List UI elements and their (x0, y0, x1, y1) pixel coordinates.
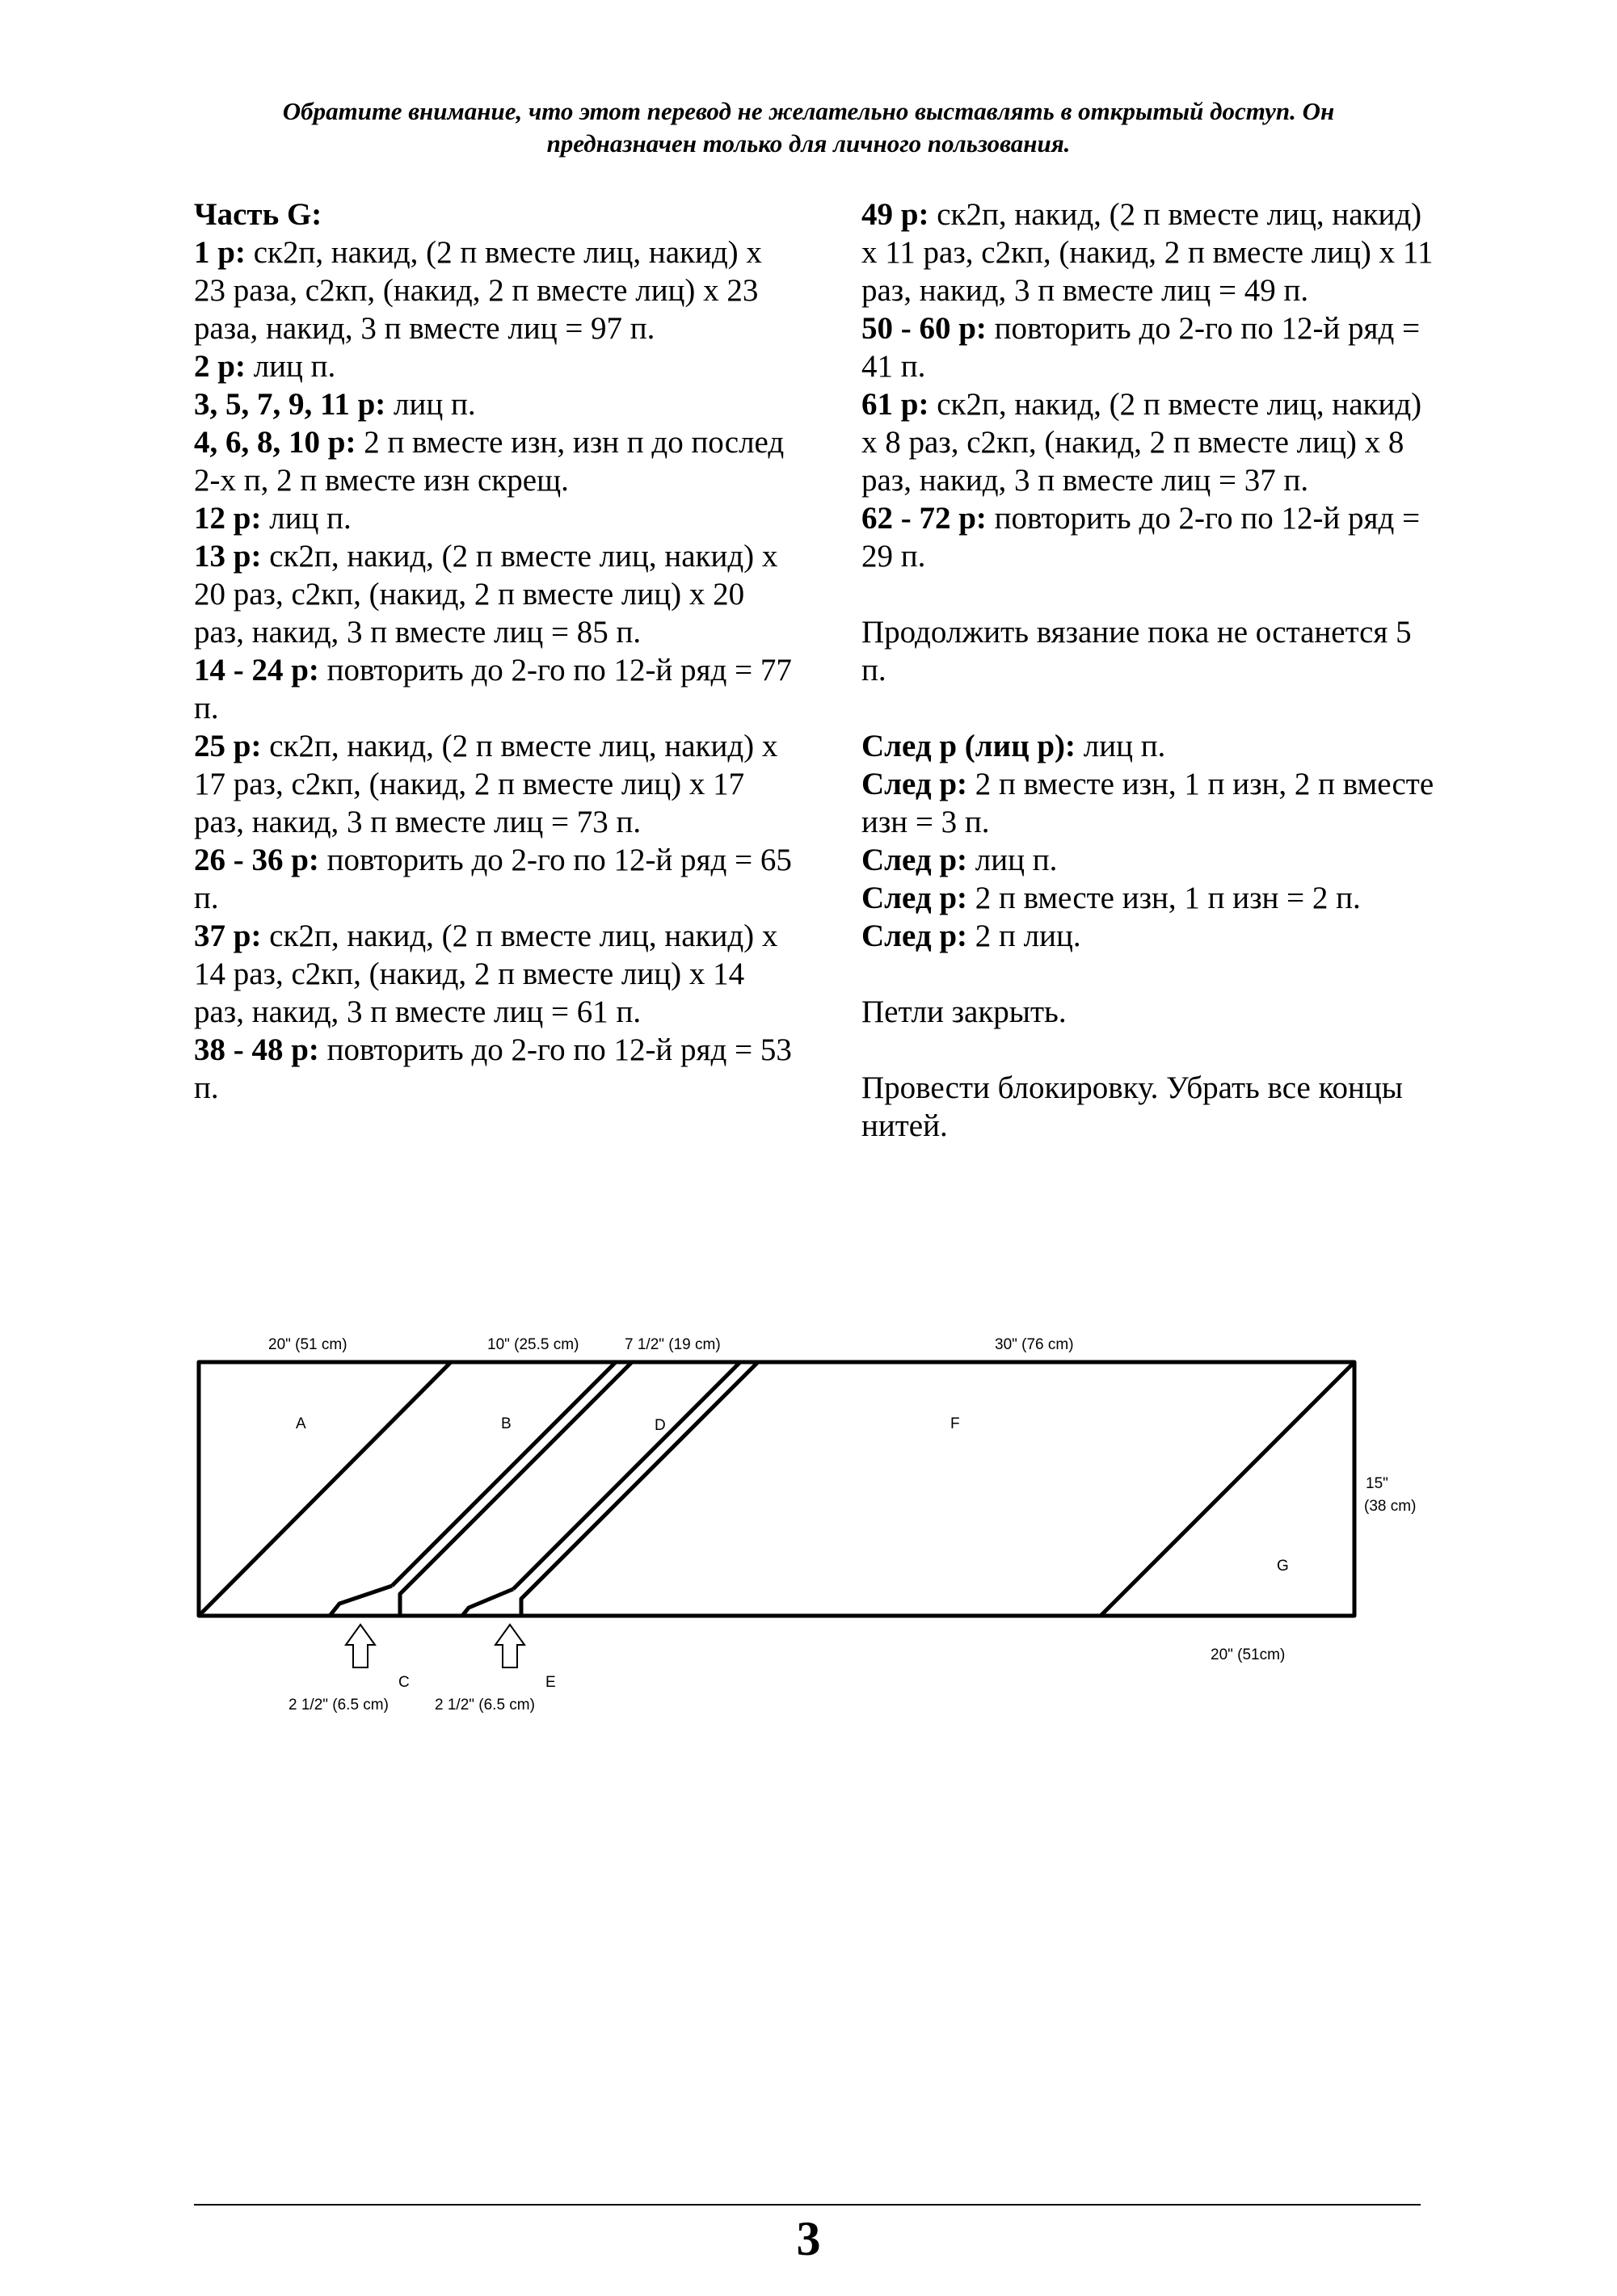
divider-b-c-upper (392, 1362, 616, 1586)
row-instruction: 61 р: ск2п, накид, (2 п вместе лиц, накид) х 8 раз, с2кп, (накид, 2 п вместе лиц) х 8 раз, накид, 3 п вместе лиц = 37 п. (861, 387, 1422, 498)
row-instruction: 13 р: ск2п, накид, (2 п вместе лиц, накид) х 20 раз, с2кп, (накид, 2 п вместе лиц) х 20 раз, накид, 3 п вместе лиц = 85 п. (194, 539, 778, 650)
notice-line-2: предназначен только для личного пользования. (546, 129, 1071, 158)
row-instruction: 37 р: ск2п, накид, (2 п вместе лиц, накид) х 14 раз, с2кп, (накид, 2 п вместе лиц) х 14 раз, накид, 3 п вместе лиц = 61 п. (194, 919, 778, 1029)
divider-d-e-upper (513, 1362, 740, 1589)
section-e-label: E (545, 1674, 556, 1691)
dimension-e-label: 2 1/2" (6.5 cm) (435, 1697, 535, 1714)
row-instruction: 26 - 36 р: повторить до 2-го по 12-й ряд = 65 п. (194, 843, 792, 915)
dimension-d-label: 7 1/2" (19 cm) (625, 1336, 721, 1353)
row-instruction: 14 - 24 р: повторить до 2-го по 12-й ряд = 77 п. (194, 653, 792, 725)
dimension-a-label: 20" (51 cm) (268, 1336, 347, 1353)
row-instruction: След р: 2 п лиц. (861, 919, 1081, 953)
continue-instruction: Продолжить вязание пока не останется 5 п. (861, 615, 1412, 688)
dimension-f-label: 30" (76 cm) (995, 1336, 1074, 1353)
row-instruction: 4, 6, 8, 10 р: 2 п вместе изн, изн п до послед 2-х п, 2 п вместе изн скрещ. (194, 425, 785, 498)
row-instruction: 1 р: ск2п, накид, (2 п вместе лиц, накид) х 23 раза, с2кп, (накид, 2 п вместе лиц) х 23 раза, накид, 3 п вместе лиц = 97 п. (194, 235, 762, 346)
section-c-label: C (398, 1674, 410, 1691)
page-number: 3 (796, 2212, 821, 2265)
section-a-label: A (296, 1415, 306, 1432)
dimension-g-label: 20" (51cm) (1211, 1646, 1286, 1663)
row-instruction: 50 - 60 р: повторить до 2-го по 12-й ряд = 41 п. (861, 311, 1421, 384)
dimension-b-label: 10" (25.5 cm) (487, 1336, 579, 1353)
divider-a-b (199, 1362, 451, 1616)
footer-divider (194, 2204, 1421, 2206)
section-g-label: G (1277, 1558, 1289, 1575)
row-instruction: 38 - 48 р: повторить до 2-го по 12-й ряд = 53 п. (194, 1032, 792, 1105)
bind-off-instruction: Петли закрыть. (861, 995, 1067, 1029)
row-instruction: След р: 2 п вместе изн, 1 п изн, 2 п вместе изн = 3 п. (861, 767, 1434, 839)
row-instruction: 49 р: ск2п, накид, (2 п вместе лиц, накид) х 11 раз, с2кп, (накид, 2 п вместе лиц) х 11 раз, накид, 3 п вместе лиц = 49 п. (861, 197, 1434, 308)
arrow-c-icon (346, 1625, 375, 1667)
divider-c-outline (330, 1362, 632, 1616)
section-d-label: D (655, 1417, 666, 1434)
row-instruction: 25 р: ск2п, накид, (2 п вместе лиц, накид) х 17 раз, с2кп, (накид, 2 п вместе лиц) х 17 раз, накид, 3 п вместе лиц = 73 п. (194, 729, 778, 839)
row-instruction: 62 - 72 р: повторить до 2-го по 12-й ряд = 29 п. (861, 501, 1421, 574)
arrow-e-icon (495, 1625, 524, 1667)
blocking-instruction: Провести блокировку. Убрать все концы нитей. (861, 1070, 1403, 1143)
row-instruction: След р: лиц п. (861, 843, 1058, 877)
row-instruction: 2 р: лиц п. (194, 349, 336, 384)
row-instruction: След р (лиц р): лиц п. (861, 729, 1166, 763)
row-instruction: 12 р: лиц п. (194, 501, 352, 536)
dimension-c-label: 2 1/2" (6.5 cm) (288, 1697, 389, 1714)
dimension-height-label: 15" (1366, 1475, 1388, 1492)
notice-line-1: Обратите внимание, что этот перевод не желательно выставлять в открытый доступ. Он (282, 97, 1335, 125)
section-f-label: F (950, 1415, 960, 1432)
section-heading: Часть G: (194, 197, 322, 232)
divider-f-g (1101, 1362, 1354, 1616)
section-b-label: B (501, 1415, 512, 1432)
row-instruction: 3, 5, 7, 9, 11 р: лиц п. (194, 387, 476, 422)
row-instruction: След р: 2 п вместе изн, 1 п изн = 2 п. (861, 881, 1361, 915)
shawl-outline (199, 1362, 1354, 1616)
dimension-height-cm-label: (38 cm) (1364, 1498, 1417, 1515)
